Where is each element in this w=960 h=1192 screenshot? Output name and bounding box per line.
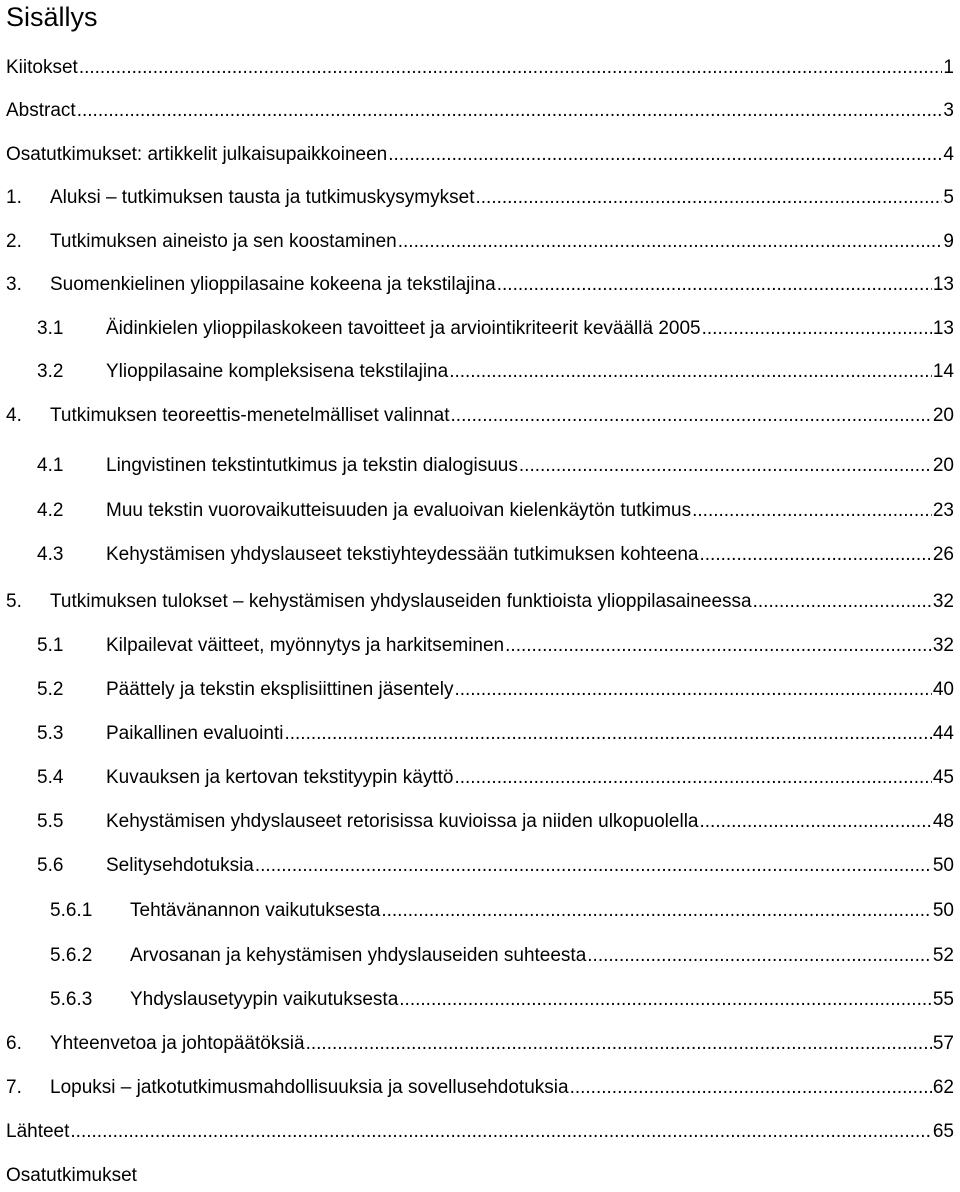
toc-entry-label: Osatutkimukset: artikkelit julkaisupaikkoineen (6, 141, 388, 169)
toc-entry-label: Kehystämisen yhdyslauseet tekstiyhteydessään tutkimuksen kohteena (106, 541, 700, 569)
toc-entry-label: Kiitokset (6, 54, 79, 82)
toc-entry-label: Lingvistinen tekstintutkimus ja tekstin dialogisuus (106, 452, 519, 480)
toc-page-number: 23 (932, 500, 954, 521)
toc-page-number: 52 (932, 945, 954, 966)
toc-entry-label: Selitysehdotuksia (106, 852, 255, 880)
toc-entry-chapter-4[interactable] (0, 402, 960, 430)
toc-page-number: 13 (932, 318, 954, 339)
toc-entry-label: Paikallinen evaluointi (106, 720, 284, 748)
toc-entry-number: 5.6.3 (50, 989, 93, 1010)
toc-leader-dots (692, 497, 932, 525)
toc-entry-label: Äidinkielen ylioppilaskokeen tavoitteet ja arviointikriteerit keväällä 2005 (106, 315, 702, 343)
toc-entry-label: Lopuksi – jatkotutkimusmahdollisuuksia ja sovellusehdotuksia (50, 1074, 570, 1102)
toc-entry-number: 5.6.2 (50, 945, 93, 966)
toc-entry-label: Tutkimuksen teoreettis-menetelmälliset valinnat (50, 402, 451, 430)
toc-leader-dots (753, 588, 932, 616)
toc-leader-dots (570, 1074, 932, 1102)
toc-entry-kiitokset[interactable] (0, 54, 960, 82)
toc-entry-section-4-1[interactable] (0, 452, 960, 480)
toc-page-number: 55 (932, 989, 954, 1010)
toc-page-number: 4 (943, 144, 954, 165)
toc-page-number: 20 (932, 405, 954, 426)
toc-entry-number: 4.2 (37, 500, 64, 521)
toc-leader-dots (388, 141, 942, 169)
toc-entry-number: 3.1 (37, 318, 64, 339)
toc-entry-osatutkimukset[interactable] (0, 141, 960, 169)
toc-entry-chapter-6[interactable] (0, 1030, 960, 1058)
toc-entry-number: 3.2 (37, 361, 64, 382)
toc-page-number: 26 (932, 544, 954, 565)
toc-entry-chapter-3[interactable] (0, 271, 960, 299)
toc-entry-osatutkimukset-trailing[interactable]: Osatutkimukset (6, 1165, 137, 1186)
toc-page-number: 62 (932, 1077, 954, 1098)
toc-leader-dots (284, 720, 931, 748)
toc-leader-dots (587, 942, 932, 970)
toc-leader-dots (475, 184, 942, 212)
toc-entry-number: 5. (6, 591, 22, 612)
toc-leader-dots (519, 452, 932, 480)
toc-leader-dots (399, 986, 932, 1014)
toc-page-number: 32 (932, 591, 954, 612)
toc-entry-chapter-1[interactable] (0, 184, 960, 212)
toc-entry-number: 7. (6, 1077, 22, 1098)
toc-page-number: 32 (932, 635, 954, 656)
toc-leader-dots (449, 358, 932, 386)
toc-page-number: 44 (932, 723, 954, 744)
toc-leader-dots (381, 897, 932, 925)
toc-entry-label: Suomenkielinen ylioppilasaine kokeena ja tekstilajina (50, 271, 497, 299)
toc-page-number: 50 (932, 900, 954, 921)
toc-leader-dots (454, 764, 931, 792)
toc-entry-section-5-5[interactable] (0, 808, 960, 836)
toc-entry-number: 5.6 (37, 855, 64, 876)
toc-entry-label: Tutkimuksen tulokset – kehystämisen yhdyslauseiden funktioista ylioppilasaineessa (50, 588, 753, 616)
toc-page-number: 1 (943, 57, 954, 78)
toc-entry-section-5-2[interactable] (0, 676, 960, 704)
toc-entry-section-3-2[interactable] (0, 358, 960, 386)
toc-page-number: 13 (932, 274, 954, 295)
toc-entry-number: 4.3 (37, 544, 64, 565)
toc-entry-label: Tutkimuksen aineisto ja sen koostaminen (50, 228, 398, 256)
toc-entry-subsection-5-6-1[interactable] (0, 897, 960, 925)
toc-entry-chapter-5[interactable] (0, 588, 960, 616)
toc-entry-number: 5.1 (37, 635, 64, 656)
toc-leader-dots (77, 97, 943, 125)
toc-entry-section-4-3[interactable] (0, 541, 960, 569)
toc-page-number: 45 (932, 767, 954, 788)
toc-entry-label: Päättely ja tekstin eksplisiittinen jäsentely (106, 676, 454, 704)
toc-leader-dots (306, 1030, 932, 1058)
toc-leader-dots (70, 1118, 931, 1146)
toc-leader-dots (700, 541, 932, 569)
toc-entry-section-5-4[interactable] (0, 764, 960, 792)
toc-page-number: 5 (943, 187, 954, 208)
toc-entry-number: 3. (6, 274, 22, 295)
toc-leader-dots (398, 228, 943, 256)
toc-entry-number: 5.2 (37, 679, 64, 700)
toc-entry-abstract[interactable] (0, 97, 960, 125)
toc-leader-dots (451, 402, 932, 430)
toc-entry-label: Kehystämisen yhdyslauseet retorisissa kuvioissa ja niiden ulkopuolella (106, 808, 699, 836)
toc-page-number: 65 (932, 1121, 954, 1142)
toc-page-number: 57 (932, 1033, 954, 1054)
toc-entry-section-3-1[interactable] (0, 315, 960, 343)
toc-page-number: 20 (932, 455, 954, 476)
toc-entry-label: Kilpailevat väitteet, myönnytys ja harkitseminen (106, 632, 505, 660)
toc-entry-number: 5.6.1 (50, 900, 93, 921)
toc-entry-number: 5.5 (37, 811, 64, 832)
toc-entry-label: Yhdyslausetyypin vaikutuksesta (130, 986, 399, 1014)
toc-entry-label: Ylioppilasaine kompleksisena tekstilajina (106, 358, 449, 386)
toc-leader-dots (702, 315, 932, 343)
toc-entry-chapter-7[interactable] (0, 1074, 960, 1102)
toc-page-number: 9 (943, 231, 954, 252)
toc-entry-label: Tehtävänannon vaikutuksesta (130, 897, 381, 925)
toc-page-number: 48 (932, 811, 954, 832)
toc-entry-number: 5.4 (37, 767, 64, 788)
page-title: Sisällys (6, 2, 98, 32)
toc-entry-label: Yhteenvetoa ja johtopäätöksiä (50, 1030, 306, 1058)
toc-entry-number: 6. (6, 1033, 22, 1054)
toc-entry-number: 2. (6, 231, 22, 252)
toc-entry-number: 5.3 (37, 723, 64, 744)
toc-leader-dots (255, 852, 932, 880)
toc-entry-subsection-5-6-2[interactable] (0, 942, 960, 970)
toc-entry-section-5-3[interactable] (0, 720, 960, 748)
toc-page-number: 14 (932, 361, 954, 382)
toc-entry-label: Kuvauksen ja kertovan tekstityypin käyttö (106, 764, 454, 792)
toc-leader-dots (505, 632, 932, 660)
toc-entry-chapter-2[interactable] (0, 228, 960, 256)
toc-entry-label: Aluksi – tutkimuksen tausta ja tutkimuskysymykset (50, 184, 475, 212)
toc-entry-label: Lähteet (6, 1118, 70, 1146)
toc-leader-dots (454, 676, 931, 704)
toc-entry-lahteet[interactable] (0, 1118, 960, 1146)
toc-page-number: 50 (932, 855, 954, 876)
toc-entry-label: Arvosanan ja kehystämisen yhdyslauseiden suhteesta (130, 942, 587, 970)
toc-entry-section-5-1[interactable] (0, 632, 960, 660)
toc-page-number: 3 (943, 100, 954, 121)
toc-entry-number: 4.1 (37, 455, 64, 476)
toc-leader-dots (497, 271, 932, 299)
toc-entry-label: Abstract (6, 97, 77, 125)
toc-entry-number: 4. (6, 405, 22, 426)
toc-entry-label: Muu tekstin vuorovaikutteisuuden ja evaluoivan kielenkäytön tutkimus (106, 497, 692, 525)
toc-leader-dots (699, 808, 931, 836)
toc-entry-subsection-5-6-3[interactable] (0, 986, 960, 1014)
toc-entry-section-4-2[interactable] (0, 497, 960, 525)
toc-page-number: 40 (932, 679, 954, 700)
toc-entry-section-5-6[interactable] (0, 852, 960, 880)
toc-leader-dots (79, 54, 943, 82)
toc-entry-number: 1. (6, 187, 22, 208)
